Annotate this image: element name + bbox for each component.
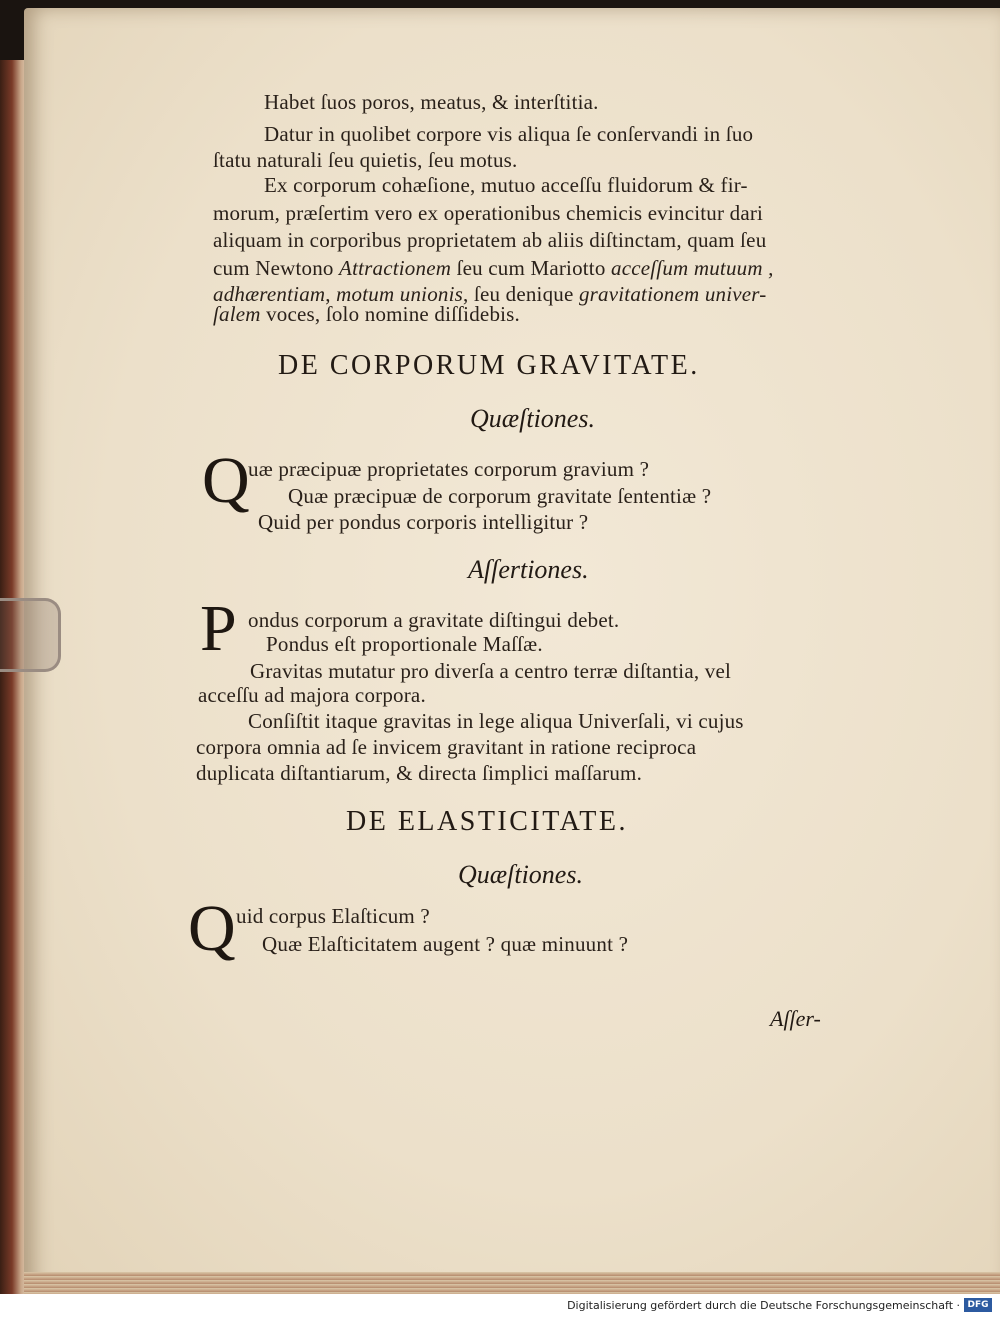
text-segment: , <box>325 282 337 306</box>
italic-term: Attractionem <box>339 256 452 280</box>
intro-line: Datur in quolibet corpore vis aliqua ſe conſervandi in ſuo <box>264 122 754 146</box>
intro-line <box>213 256 774 281</box>
intro-line <box>213 302 520 327</box>
italic-term: adhærentiam <box>213 282 326 306</box>
intro-line: morum, præſertim vero ex operationibus chemicis evincitur dari <box>213 201 764 225</box>
dfg-logo-icon: DFG <box>964 1298 992 1312</box>
assertion-line: Conſiſtit itaque gravitas in lege aliqua Univerſali, vi cujus <box>248 709 744 733</box>
section-heading-elasticitate: DE ELASTICITATE. <box>346 806 628 837</box>
italic-term: ſalem <box>213 302 261 326</box>
text-segment: cum Newtono <box>213 256 340 280</box>
assertion-line: Gravitas mutatur pro diverſa a centro terræ diſtantia, vel <box>250 659 732 683</box>
question-line: Quid per pondus corporis intelligitur ? <box>258 510 589 534</box>
intro-line: ſtatu naturali ſeu quietis, ſeu motus. <box>213 148 518 172</box>
italic-term: acceſſum mutuum , <box>611 256 774 280</box>
text-segment: voces, ſolo nomine diſſidebis. <box>260 302 520 326</box>
intro-line: Habet ſuos poros, meatus, & interſtitia. <box>264 90 599 114</box>
text-segment: ſeu cum Mariotto <box>451 256 611 280</box>
question-line: uid corpus Elaſticum ? <box>236 904 430 928</box>
assertion-line: Pondus eſt proportionale Maſſæ. <box>266 632 543 656</box>
drop-cap: Q <box>188 892 236 965</box>
assertion-line: ondus corporum a gravitate diſtingui debet. <box>248 608 620 632</box>
assertion-line: duplicata diſtantiarum, & directa ſimplici maſſarum. <box>196 761 643 785</box>
assertion-line: corpora omnia ad ſe invicem gravitant in ratione reciproca <box>196 735 697 759</box>
funding-notice: Digitalisierung gefördert durch die Deutsche Forschungsgemeinschaft · <box>567 1299 960 1312</box>
question-line: uæ præcipuæ proprietates corporum gravium ? <box>248 457 650 481</box>
drop-cap: P <box>200 592 237 665</box>
text-segment: , ſeu denique <box>463 282 579 306</box>
section-heading-gravitate: DE CORPORUM GRAVITATE. <box>278 350 700 381</box>
italic-term: gravitationem univer- <box>578 282 767 306</box>
questions-title: Quæſtiones. <box>458 860 583 889</box>
intro-line: Ex corporum cohæſione, mutuo acceſſu fluidorum & fir- <box>264 173 748 197</box>
question-line: Quæ præcipuæ de corporum gravitate ſententiæ ? <box>288 484 712 508</box>
italic-term: motum unionis <box>336 282 464 306</box>
catchword: Aſſer- <box>770 1006 821 1031</box>
intro-line: aliquam in corporibus proprietatem ab aliis diſtinctam, quam ſeu <box>213 228 767 252</box>
assertions-title: Aſſertiones. <box>468 555 589 584</box>
drop-cap: Q <box>202 444 250 517</box>
questions-title: Quæſtiones. <box>470 404 595 433</box>
assertion-line: acceſſu ad majora corpora. <box>198 683 426 707</box>
question-line: Quæ Elaſticitatem augent ? quæ minuunt ? <box>262 932 629 956</box>
